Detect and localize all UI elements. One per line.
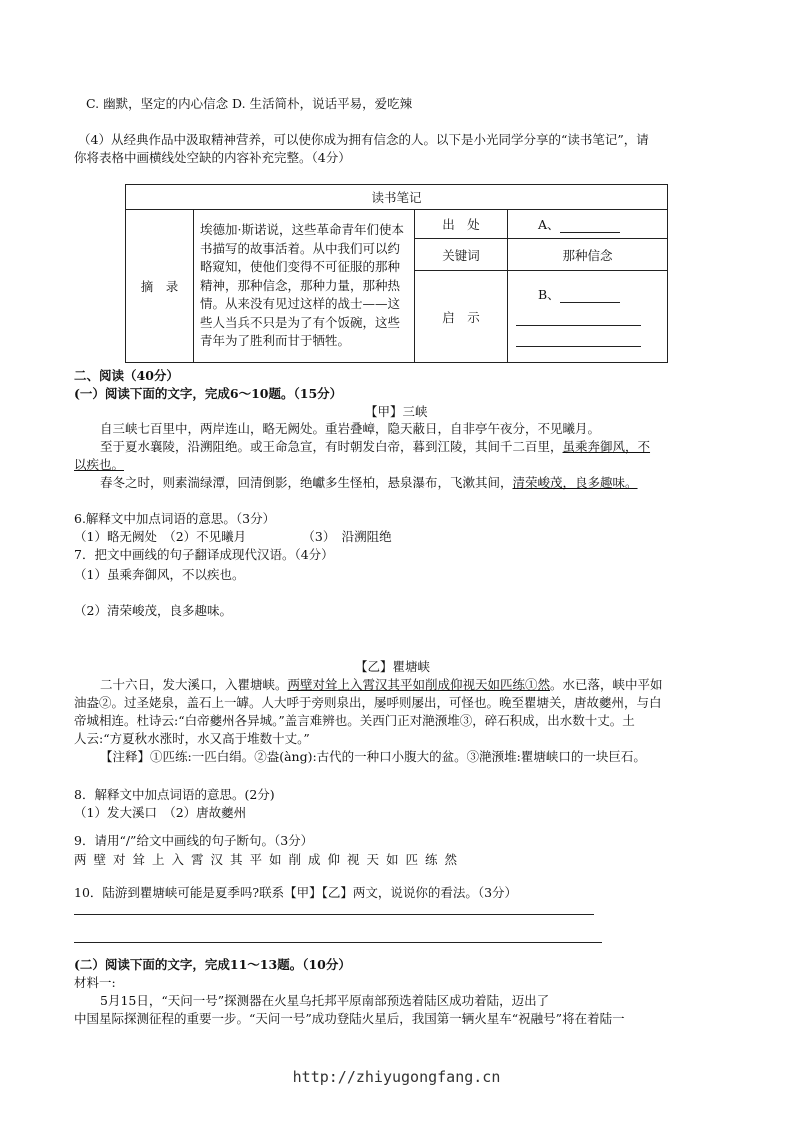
q4-line1: （4）从经典作品中汲取精神营养，可以使你成为拥有信念的人。以下是小光同学分享的“读书笔记”，请 [78, 132, 649, 147]
insight-blank-2[interactable] [516, 311, 641, 326]
option-cd: C. 幽默，坚定的内心信念 D. 生活简朴，说话平易，爱吃辣 [86, 96, 413, 111]
source-cell [508, 210, 668, 239]
source-value: A、 [538, 217, 560, 232]
q7-part2: （2）清荣峻茂，良多趣味。 [74, 603, 232, 618]
source-blank[interactable] [560, 218, 620, 233]
insight-blank-1[interactable] [560, 288, 620, 303]
q6: 6.解释文中加点词语的意思。（3分） [74, 511, 276, 526]
yi-line1-rest: 。水已落，峡中平如 [550, 677, 663, 692]
part2-heading: (二）阅读下面的文字，完成11～13题。（10分） [74, 957, 351, 972]
excerpt-label: 摘 录 [126, 210, 194, 363]
material1-label: 材料一: [74, 975, 116, 990]
insight-blank-3[interactable] [516, 332, 641, 347]
material1-line1: 5月15日，“天问一号”探测器在火星乌托邦平原南部预选着陆区成功着陆，迈出了 [100, 993, 550, 1008]
answer-line-2[interactable] [74, 942, 602, 943]
jia-title: 【甲】三峡 [365, 404, 428, 419]
keyword-value: 那种信念 [508, 239, 668, 271]
yi-title: 【乙】瞿塘峡 [355, 659, 431, 674]
source-label: 出 处 [415, 210, 508, 239]
q7-part1: （1）虽乘奔御风，不以疾也。 [74, 567, 245, 582]
material1-line2: 中国星际探测征程的重要一步。“天问一号”成功登陆火星后，我国第一辆火星车“祝融号”将在着陆一 [74, 1011, 625, 1026]
q6-items: （1）略无阙处 （2）不见曦月 （3） 沿溯阻绝 [74, 529, 392, 544]
insight-cell [508, 271, 668, 363]
q10: 10．陆游到瞿塘峡可能是夏季吗?联系【甲】【乙】两文，说说你的看法。（3分） [74, 885, 518, 900]
yi-line1 [100, 676, 663, 694]
excerpt-text: 埃德加·斯诺说，这些革命青年们使本书描写的故事活着。从中我们可以约略窥知，使他们变得不可征服的那种精神，那种信念，那种力量，那种热情。从来没有见过这样的战士——这些人当兵不只是为了有个饭碗，这些青年为了胜利而甘于牺牲。 [194, 210, 415, 363]
jia-p3 [100, 474, 638, 492]
jia-p2-line1 [100, 438, 650, 456]
q8: 8．解释文中加点词语的意思。(2分) [74, 787, 275, 802]
footer-url[interactable]: http://zhiyugongfang.cn [292, 1068, 501, 1086]
table-title: 读书笔记 [126, 185, 668, 210]
keyword-label: 关键词 [415, 239, 508, 271]
jia-p2-underlined: 虽乘奔御风，不 [562, 439, 651, 454]
jia-p1: 自三峡七百里中，两岸连山，略无阙处。重岩叠嶂，隐天蔽日，自非亭午夜分，不见曦月。 [100, 421, 601, 436]
yi-line4: 人云:“方夏秋水涨时，水又高于堆数十丈。” [74, 731, 310, 746]
insight-value: B、 [538, 287, 560, 302]
q8-items: （1）发大溪口 （2）唐故夔州 [74, 805, 247, 820]
reading-notes-table [125, 184, 668, 363]
jia-p3-text: 春冬之时，则素湍绿潭，回清倒影，绝巘多生怪柏，悬泉瀑布，飞漱其间， [100, 475, 513, 490]
q4-line2: 你将表格中画横线处空缺的内容补充完整。（4分） [74, 150, 351, 165]
q7: 7．把文中画线的句子翻译成现代汉语。（4分） [74, 547, 334, 562]
yi-line1-underlined: 两壁对耸上入霄汉其平如削成仰视天如匹练①然 [287, 677, 551, 692]
jia-p3-underlined: 清荣峻茂，良多趣味。 [512, 475, 638, 490]
part1-heading: (一）阅读下面的文字，完成6～10题。（15分） [74, 386, 343, 401]
yi-line3: 帝城相连。杜诗云:“白帝夔州各异城。”盖言难辨也。关西门正对滟滪堆③，碎石积成，出水数十丈。土 [74, 713, 635, 728]
yi-line1-text: 二十六日，发大溪口，入瞿塘峡。 [100, 677, 288, 692]
q9-text: 两壁对耸上入霄汉其平如削成仰视天如匹练然 [74, 852, 465, 867]
q9: 9．请用“/”给文中画线的句子断句。（3分） [74, 833, 314, 848]
yi-line2: 油盎②。过圣姥泉，盖石上一罅。人大呼于旁则泉出，屡呼则屡出，可怪也。晚至瞿塘关，唐故夔州，与白 [74, 695, 662, 710]
jia-p2-line2: 以疾也。 [74, 457, 125, 472]
jia-p2-text: 至于夏水襄陵，沿溯阻绝。或王命急宣，有时朝发白帝，暮到江陵，其间千二百里， [100, 439, 563, 454]
section2-heading: 二、阅读（40分） [74, 368, 179, 383]
yi-annotation: 【注释】①匹练:一匹白绢。②盎(àng):古代的一种口小腹大的盆。③滟滪堆:瞿塘峡口的一块巨石。 [100, 749, 646, 764]
answer-line-1[interactable] [74, 914, 594, 915]
insight-label: 启 示 [415, 271, 508, 363]
